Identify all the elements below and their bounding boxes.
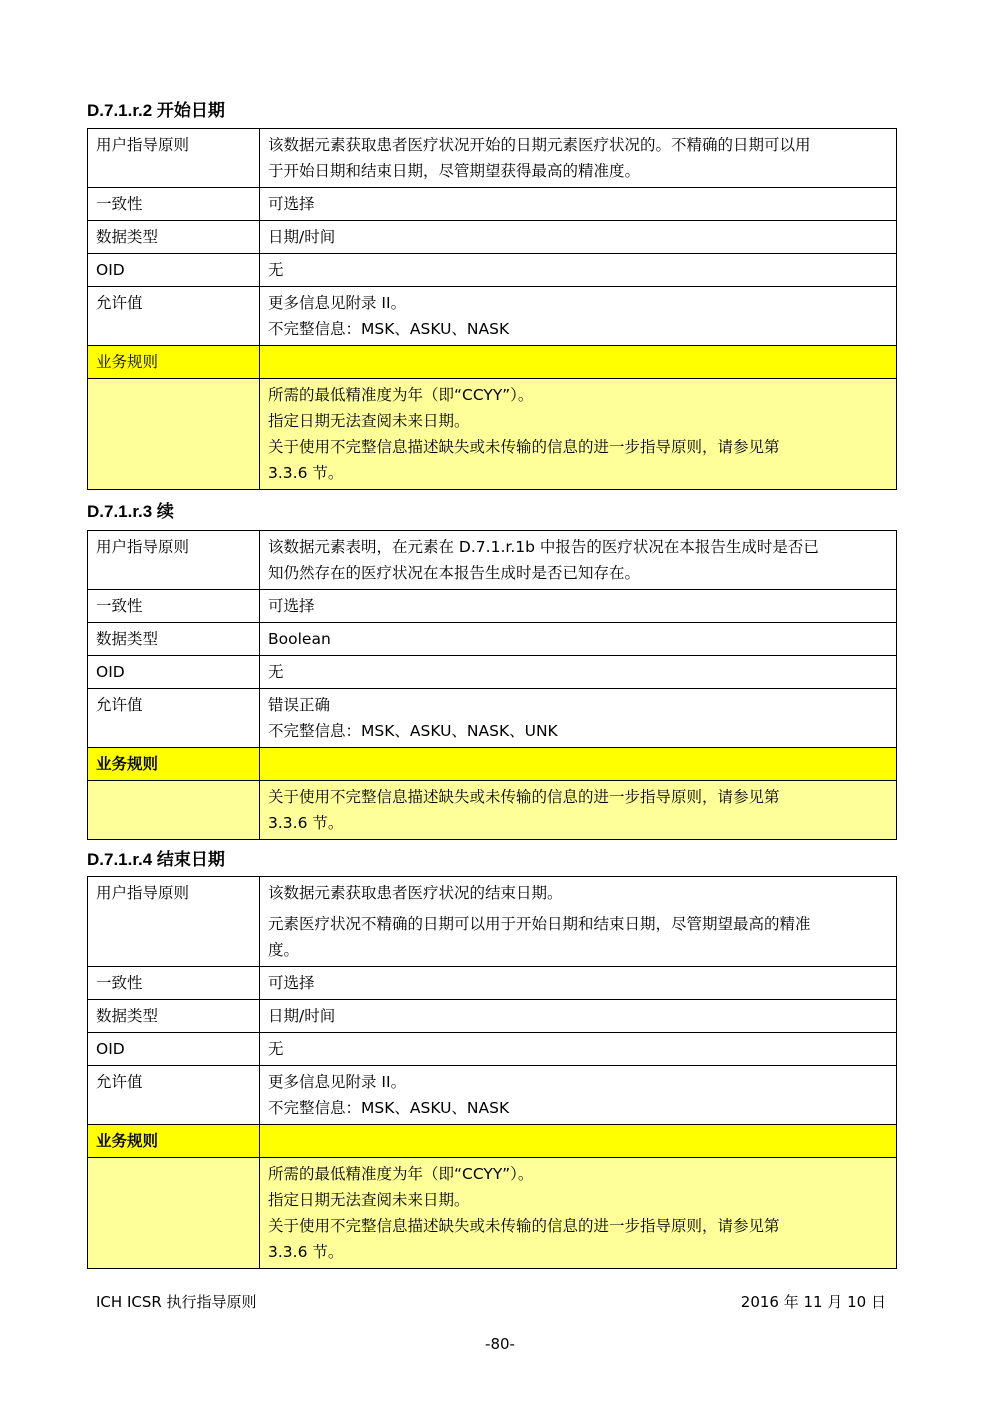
- value-line: 该数据元素获取患者医疗状况的结束日期。: [268, 884, 563, 902]
- spec-table: [87, 530, 897, 840]
- row-label: 用户指导原则: [88, 129, 260, 188]
- row-label: OID: [88, 656, 260, 689]
- rule-line: 指定日期无法查阅未来日期。: [268, 412, 470, 430]
- table-row: [88, 1033, 897, 1066]
- row-value: Boolean: [260, 623, 897, 656]
- business-rules-content: [260, 781, 897, 840]
- table-row: [88, 1000, 897, 1033]
- business-rules-empty: [88, 781, 260, 840]
- business-rules-header-row: [88, 346, 897, 379]
- table-row: [88, 188, 897, 221]
- row-label: 数据类型: [88, 221, 260, 254]
- row-label: 一致性: [88, 188, 260, 221]
- row-value: [260, 287, 897, 346]
- row-label: 一致性: [88, 590, 260, 623]
- value-line: 该数据元素表明，在元素在 D.7.1.r.1b 中报告的医疗状况在本报告生成时是否已: [268, 538, 819, 556]
- row-value: [260, 129, 897, 188]
- rule-line: 3.3.6 节。: [268, 814, 344, 832]
- value-line: 更多信息见附录 II。: [268, 294, 407, 312]
- table-row: [88, 1066, 897, 1125]
- row-value: [260, 689, 897, 748]
- table-row: [88, 656, 897, 689]
- business-rules-header-empty: [260, 748, 897, 781]
- table-row: [88, 877, 897, 967]
- business-rules-header-row: [88, 748, 897, 781]
- row-label: 允许值: [88, 287, 260, 346]
- row-value: 可选择: [260, 188, 897, 221]
- business-rules-header-row: [88, 1125, 897, 1158]
- value-line: 不完整信息：MSK、ASKU、NASK、UNK: [268, 722, 558, 740]
- section-title: D.7.1.r.2 开始日期: [87, 101, 225, 120]
- business-rules-label: 业务规则: [88, 1125, 260, 1158]
- row-label: 数据类型: [88, 623, 260, 656]
- row-label: 允许值: [88, 689, 260, 748]
- business-rules-content: [260, 1158, 897, 1269]
- rule-line: 所需的最低精准度为年（即“CCYY”）。: [268, 386, 534, 404]
- footer-document-title: ICH ICSR 执行指导原则: [96, 1293, 257, 1311]
- row-value: 无: [260, 254, 897, 287]
- rule-line: 3.3.6 节。: [268, 1243, 344, 1261]
- row-label: 用户指导原则: [88, 877, 260, 967]
- row-label: 一致性: [88, 967, 260, 1000]
- row-value: 可选择: [260, 590, 897, 623]
- row-value: 无: [260, 1033, 897, 1066]
- spec-table: [87, 876, 897, 1269]
- business-rules-empty: [88, 1158, 260, 1269]
- value-line: 不完整信息：MSK、ASKU、NASK: [268, 320, 510, 338]
- row-label: 用户指导原则: [88, 531, 260, 590]
- value-line: 更多信息见附录 II。: [268, 1073, 407, 1091]
- footer-date: 2016 年 11 月 10 日: [740, 1293, 886, 1311]
- value-line: 该数据元素获取患者医疗状况开始的日期元素医疗状况的。不精确的日期可以用: [268, 136, 811, 154]
- business-rules-label: 业务规则: [88, 748, 260, 781]
- rule-line: 指定日期无法查阅未来日期。: [268, 1191, 470, 1209]
- rule-line: 关于使用不完整信息描述缺失或未传输的信息的进一步指导原则，请参见第: [268, 1217, 780, 1235]
- row-value: 无: [260, 656, 897, 689]
- row-label: 数据类型: [88, 1000, 260, 1033]
- business-rules-header-empty: [260, 1125, 897, 1158]
- business-rules-row: [88, 1158, 897, 1269]
- row-value: [260, 877, 897, 967]
- value-line: 元素医疗状况不精确的日期可以用于开始日期和结束日期，尽管期望最高的精准: [268, 915, 811, 933]
- row-value: [260, 1066, 897, 1125]
- table-row: [88, 287, 897, 346]
- table-row: [88, 623, 897, 656]
- business-rules-row: [88, 781, 897, 840]
- table-row: [88, 221, 897, 254]
- table-row: [88, 967, 897, 1000]
- table-row: [88, 129, 897, 188]
- value-line: 知仍然存在的医疗状况在本报告生成时是否已知存在。: [268, 564, 641, 582]
- rule-line: 所需的最低精准度为年（即“CCYY”）。: [268, 1165, 534, 1183]
- row-label: OID: [88, 1033, 260, 1066]
- value-line: 度。: [268, 941, 300, 959]
- page-number: -80-: [485, 1335, 515, 1353]
- table-row: [88, 254, 897, 287]
- row-label: 允许值: [88, 1066, 260, 1125]
- value-line: 于开始日期和结束日期，尽管期望获得最高的精准度。: [268, 162, 641, 180]
- row-value: [260, 531, 897, 590]
- table-row: [88, 531, 897, 590]
- value-line: 不完整信息：MSK、ASKU、NASK: [268, 1099, 510, 1117]
- row-value: 可选择: [260, 967, 897, 1000]
- value-line: 错误正确: [268, 696, 331, 714]
- spec-table: [87, 128, 897, 490]
- table-row: [88, 689, 897, 748]
- rule-line: 3.3.6 节。: [268, 464, 344, 482]
- business-rules-empty: [88, 379, 260, 490]
- table-row: [88, 590, 897, 623]
- row-value: 日期/时间: [260, 1000, 897, 1033]
- row-value: 日期/时间: [260, 221, 897, 254]
- rule-line: 关于使用不完整信息描述缺失或未传输的信息的进一步指导原则，请参见第: [268, 438, 780, 456]
- business-rules-row: [88, 379, 897, 490]
- business-rules-label: 业务规则: [88, 346, 260, 379]
- section-title: D.7.1.r.3 续: [87, 502, 174, 521]
- row-label: OID: [88, 254, 260, 287]
- business-rules-content: [260, 379, 897, 490]
- business-rules-header-empty: [260, 346, 897, 379]
- section-title: D.7.1.r.4 结束日期: [87, 850, 225, 869]
- rule-line: 关于使用不完整信息描述缺失或未传输的信息的进一步指导原则，请参见第: [268, 788, 780, 806]
